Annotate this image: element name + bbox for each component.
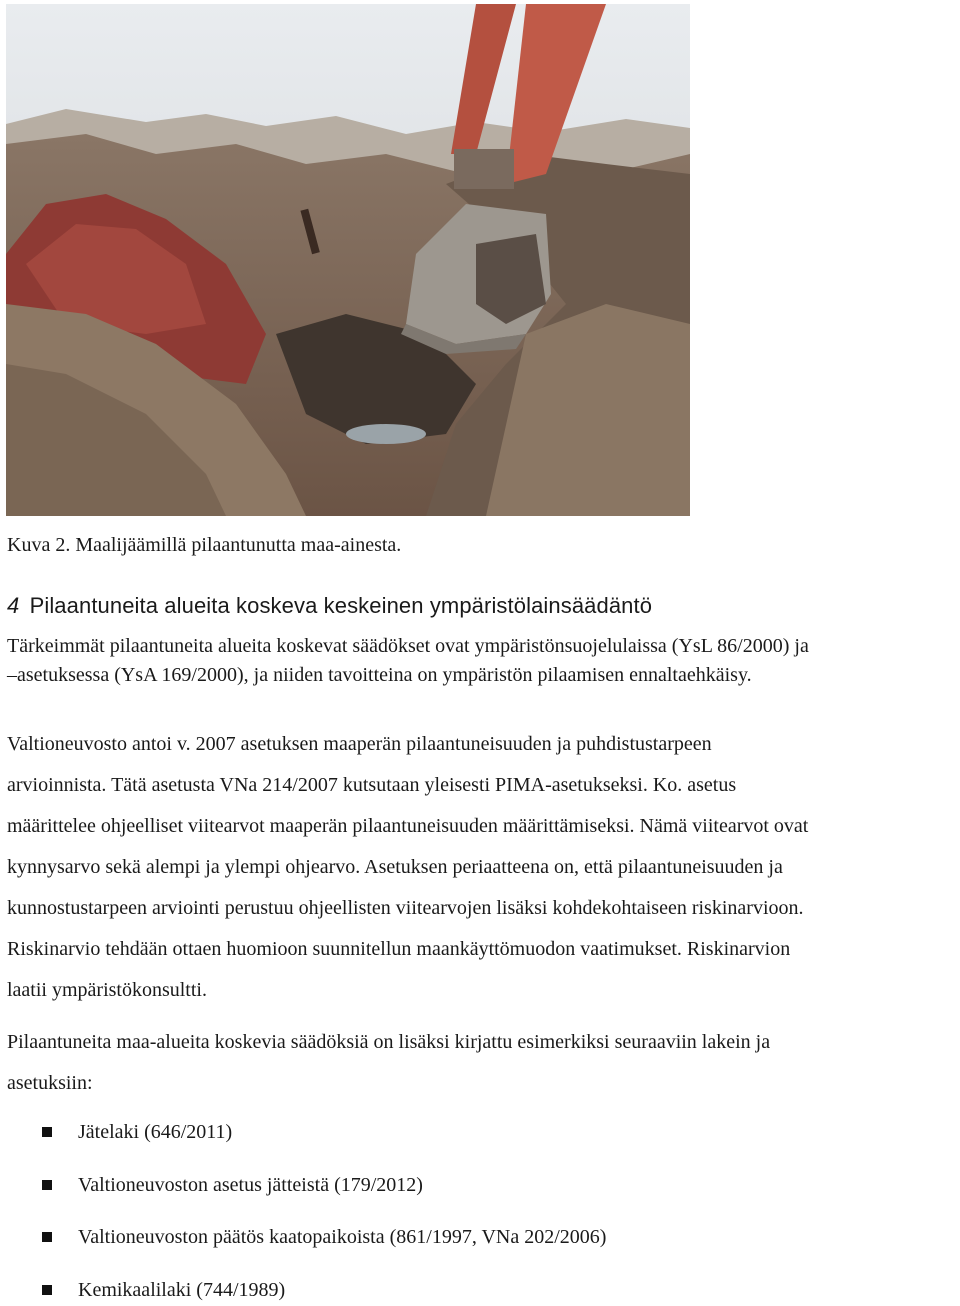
paragraph-line: arvioinnista. Tätä asetusta VNa 214/2007 kutsutaan yleisesti PIMA-asetukseksi. Ko. asetus xyxy=(7,774,737,796)
bullet-square-icon xyxy=(42,1285,52,1295)
paragraph-line: Tärkeimmät pilaantuneita alueita koskevat säädökset ovat ympäristönsuojelulaissa (YsL 86/2000) ja xyxy=(7,635,809,657)
bullet-square-icon xyxy=(42,1180,52,1190)
paragraph-line: laatii ympäristökonsultti. xyxy=(7,979,207,1001)
excavation-photo-icon xyxy=(6,4,690,516)
section-title: Pilaantuneita alueita koskeva keskeinen ympäristölainsäädäntö xyxy=(29,593,653,618)
paragraph-1 xyxy=(7,632,959,690)
section-number: 4 xyxy=(7,593,20,618)
figure-photo xyxy=(6,4,690,516)
paragraph-line: kynnysarvo sekä alempi ja ylempi ohjearvo. Asetuksen periaatteena on, että pilaantuneisuuden ja xyxy=(7,856,783,878)
paragraph-2 xyxy=(7,724,959,1011)
figure-caption: Kuva 2. Maalijäämillä pilaantunutta maa-ainesta. xyxy=(7,534,402,556)
paragraph-3 xyxy=(7,1022,959,1104)
bullet-square-icon xyxy=(42,1127,52,1137)
paragraph-line: –asetuksessa (YsA 169/2000), ja niiden tavoitteina on ympäristön pilaamisen ennaltaehkäisy. xyxy=(7,664,752,686)
paragraph-line: Valtioneuvosto antoi v. 2007 asetuksen maaperän pilaantuneisuuden ja puhdistustarpeen xyxy=(7,733,712,755)
section-heading xyxy=(7,592,652,620)
bullet-square-icon xyxy=(42,1232,52,1242)
paragraph-line: määrittelee ohjeelliset viitearvot maaperän pilaantuneisuuden määrittämiseksi. Nämä viitearvot ovat xyxy=(7,815,809,837)
paragraph-line: kunnostustarpeen arviointi perustuu ohjeellisten viitearvojen lisäksi kohdekohtaiseen riskinarvioon. xyxy=(7,897,804,919)
paragraph-line: asetuksiin: xyxy=(7,1072,93,1094)
paragraph-line: Pilaantuneita maa-alueita koskevia säädöksiä on lisäksi kirjattu esimerkiksi seuraaviin lakein ja xyxy=(7,1031,771,1053)
paragraph-line: Riskinarvio tehdään ottaen huomioon suunnitellun maankäyttömuodon vaatimukset. Riskinarvion xyxy=(7,938,791,960)
